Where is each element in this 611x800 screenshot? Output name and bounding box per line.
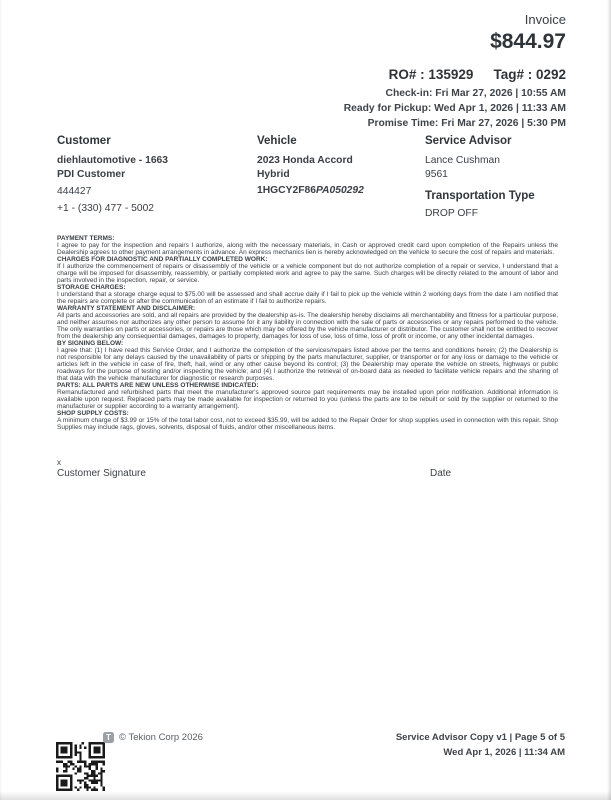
vehicle-vin	[257, 185, 422, 196]
transportation-type-value: DROP OFF	[425, 208, 479, 219]
tekion-logo-icon: T	[103, 732, 114, 743]
terms-section-body: Remanufactured and refurbished parts that meet the manufacturer's approved source part requirements may be installed upon prior notification. Additional information is available upon request. Replaced parts may be made available for inspection or returned to you (unless the parts are to be rebuilt or sold by the supplier or returned to the manufacturer or supplier according to a warranty arrangement).	[57, 389, 558, 410]
terms-and-conditions	[57, 235, 558, 431]
terms-section-heading: STORAGE CHARGES:	[57, 284, 126, 291]
scan-edge-bottom	[0, 791, 611, 800]
qr-code	[56, 742, 105, 791]
customer-name: diehlautomotive - 1663	[57, 155, 169, 166]
promise-time-line: Promise Time: Fri Mar 27, 2026 | 5:30 PM	[367, 118, 566, 129]
customer-signature-label: Customer Signature	[57, 468, 146, 479]
vehicle-model-line2: Hybrid	[257, 168, 290, 180]
customer-phone: +1 - (330) 477 - 5002	[57, 202, 155, 214]
service-advisor-number: 9561	[425, 168, 448, 180]
vehicle-section	[257, 135, 422, 196]
customer-account-number: 444427	[57, 185, 92, 197]
terms-section	[57, 235, 558, 256]
scan-edge-right	[607, 0, 611, 800]
terms-section-heading: PARTS: ALL PARTS ARE NEW UNLESS OTHERWISE INDICATED:	[57, 382, 259, 389]
tag-number: Tag# : 0292	[493, 67, 566, 82]
terms-section-heading: BY SIGNING BELOW:	[57, 340, 124, 347]
ready-for-pickup-line: Ready for Pickup: Wed Apr 1, 2026 | 11:33 AM	[343, 103, 566, 114]
customer-type: PDI Customer	[57, 168, 126, 180]
invoice-title: Invoice	[524, 12, 566, 27]
terms-section-body: I agree that: (1) I have read this Service Order, and I authorize the completion of the services/repairs listed above per the terms and conditions herein; (2) the Dealership is not responsible for any delays caused by the unavailability of parts or shipping by the parts manufacturer, supplier, or transporter or for any loss or damage to the vehicle or articles left in the vehicle in case of fire, theft, hail, wind or any other cause beyond its control; (3) the Dealership may operate the vehicle on streets, highways or public roadways for the purpose of testing and/or inspecting the vehicle; and (4) I authorize the retrieval of on-board data as needed to facilitate vehicle repairs and the sharing of that data with the vehicle manufacturer for diagnostic or research purposes.	[57, 347, 558, 382]
service-advisor-title: Service Advisor	[425, 135, 512, 147]
customer-title: Customer	[57, 135, 111, 147]
customer-section	[57, 135, 252, 215]
vehicle-title: Vehicle	[257, 135, 297, 147]
terms-section	[57, 340, 558, 382]
signature-labels-row	[57, 467, 558, 480]
scan-edge-left	[0, 0, 2, 800]
header-meta	[344, 86, 566, 131]
terms-section	[57, 305, 558, 340]
terms-section	[57, 410, 558, 431]
vehicle-model-line1: 2023 Honda Accord	[257, 155, 353, 166]
vin-suffix: PA050292	[315, 184, 364, 196]
terms-section	[57, 382, 558, 410]
terms-section-body: If I authorize the commencement of repairs or disassembly of the vehicle or a vehicle component but do not authorize completion of a repair or service, I understand that a charge will be imposed for disassembly, reassembly, or partially completed work and agree to pay the same. Such charges will be directly related to the amount of labor and parts involved in the inspection, repair, or service.	[57, 263, 558, 284]
service-advisor-section	[425, 135, 566, 221]
invoice-header	[344, 12, 566, 131]
signature-block	[57, 458, 558, 480]
service-advisor-name: Lance Cushman	[425, 155, 500, 166]
copyright-text: © Tekion Corp 2026	[119, 732, 203, 743]
copy-version-page: Service Advisor Copy v1 | Page 5 of 5	[395, 732, 565, 743]
terms-section	[57, 284, 558, 305]
signature-x-mark: x	[57, 458, 61, 467]
terms-section-body: I agree to pay for the inspection and repairs I authorize, along with the necessary materials, in Cash or approved credit card upon completion of the Repairs unless the Dealership agrees to other payment arrangements in advance. An express mechanics lien is hereby acknowledged on the vehicle to secure the cost of repairs and materials.	[57, 242, 558, 256]
ro-number: RO# : 135929	[388, 67, 474, 82]
terms-section-heading: CHARGES FOR DIAGNOSTIC AND PARTIALLY COMPLETED WORK:	[57, 256, 268, 263]
terms-section-heading: SHOP SUPPLY COSTS:	[57, 410, 129, 417]
checkin-line: Check-in: Fri Mar 27, 2026 | 10:55 AM	[385, 88, 566, 99]
ro-tag-line	[344, 67, 566, 82]
terms-section-heading: WARRANTY STATEMENT AND DISCLAIMER:	[57, 305, 196, 312]
date-label: Date	[430, 468, 452, 479]
invoice-amount: $844.97	[490, 30, 566, 53]
footer-page-info	[396, 730, 565, 760]
terms-section-heading: PAYMENT TERMS:	[57, 235, 115, 242]
print-timestamp: Wed Apr 1, 2026 | 11:34 AM	[443, 747, 565, 758]
tekion-copyright-line	[103, 732, 203, 743]
transportation-type-title: Transportation Type	[425, 190, 535, 202]
terms-section-body: I understand that a storage charge equal to $75.00 will be assessed and shall accrue daily if I fail to pick up the vehicle within 2 working days from the date I am notified that the repairs are complete or after the communication of an estimate if I fail to authorize repairs.	[57, 291, 558, 305]
terms-section-body: A minimum charge of $3.99 or 15% of the total labor cost, not to exceed $35.99, will be added to the Repair Order for shop supplies used in connection with this repair. Shop Supplies may include rags, gloves, solvents, disposal of fluids, and/or other miscellaneous items.	[57, 417, 558, 431]
terms-section-body: All parts and accessories are sold, and all repairs are provided by the dealership as-is. The dealership hereby disclaims all merchantability and fitness for a particular purpose, and neither assumes nor authorizes any other person to assume for it any liability in connection with the sale of parts or accessories or any repairs performed to the vehicle. The only warranties on parts or accessories, or repairs are those which may be offered by the vehicle manufacturer or distributor. The customer shall not be entitled to recover from the dealership any consequential damages, damages to property, damages for loss of use, loss of time, loss of profit or income, or any other incidental damages.	[57, 312, 558, 340]
vin-prefix: 1HGCY2F86	[257, 184, 316, 196]
terms-section	[57, 256, 558, 284]
